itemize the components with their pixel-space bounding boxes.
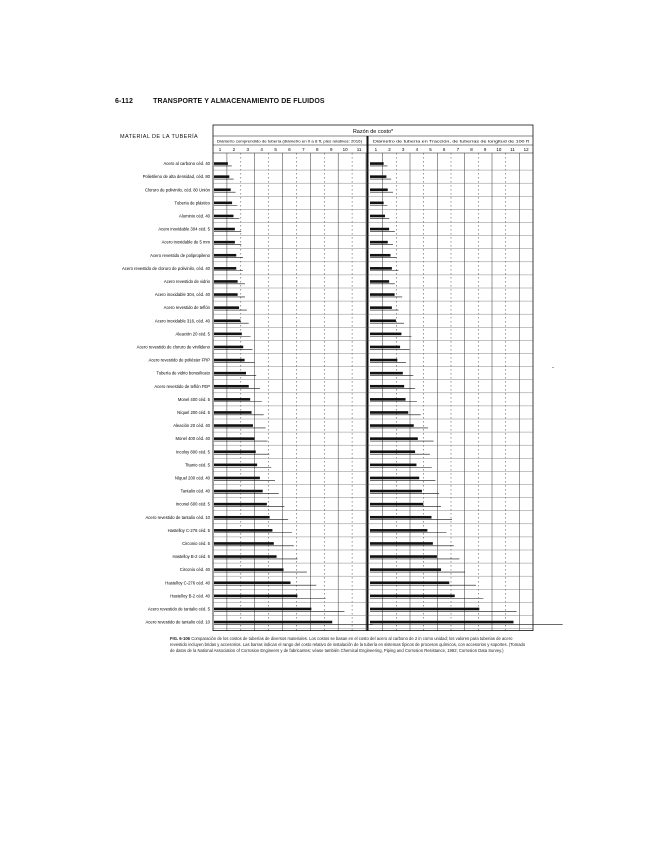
caption-label: FIG. 6-106 xyxy=(170,636,191,641)
right-bar xyxy=(370,162,384,165)
right-bar xyxy=(370,228,389,231)
material-label: Hastelloy B-2 céd. 5 xyxy=(172,554,210,560)
right-subheader: Diámetro de tubería en Tracción, de tuberías de longitud de 100 ft xyxy=(373,138,531,144)
right-tick-label: 12 xyxy=(523,147,529,152)
right-bar xyxy=(370,254,391,257)
left-tick-label: 1 xyxy=(218,147,222,152)
left-bar xyxy=(214,175,229,178)
material-label: Acero inoxidable 304, céd. 40 xyxy=(154,292,210,298)
left-bar xyxy=(214,333,242,336)
right-tick-label: 3 xyxy=(401,147,405,152)
right-bar xyxy=(370,595,455,598)
left-tick-label: 2 xyxy=(232,147,236,152)
left-bar xyxy=(214,477,260,480)
material-label: Acero inoxidable de 5 mm xyxy=(161,239,210,245)
left-bar xyxy=(214,411,252,414)
left-bar xyxy=(214,188,231,191)
chart-frame xyxy=(213,125,533,631)
left-subheader: Diámetro comprendido de tubería (diámetro en 0 a 8 ft, pies relativos: 2016) xyxy=(217,138,363,144)
right-bar xyxy=(370,490,422,493)
right-bar xyxy=(370,346,400,349)
right-bar xyxy=(370,333,401,336)
material-label: Acero revestido de tantalio céd. 10 xyxy=(145,514,210,520)
right-bar xyxy=(370,202,384,205)
right-bar xyxy=(370,529,427,532)
right-bar xyxy=(370,503,423,506)
material-label: Acero inoxidable 316, céd. 40 xyxy=(154,318,210,324)
right-bar xyxy=(370,555,437,558)
left-bar xyxy=(214,503,267,506)
left-bar xyxy=(214,228,235,231)
left-bar xyxy=(214,581,291,584)
right-bar xyxy=(370,477,419,480)
material-label: Inconel 600 céd. 5 xyxy=(175,501,210,507)
left-bar xyxy=(214,450,256,453)
left-bar xyxy=(214,215,233,218)
left-bar xyxy=(214,372,246,375)
left-bar xyxy=(214,608,311,611)
left-bar xyxy=(214,490,263,493)
right-bar xyxy=(370,542,433,545)
right-bar xyxy=(370,568,441,571)
material-label: Incoloy 800 céd. 5 xyxy=(176,449,210,455)
material-label: Hastelloy B-2 céd. 40 xyxy=(170,593,210,599)
right-bar xyxy=(370,450,415,453)
right-bar xyxy=(370,319,396,322)
left-bar xyxy=(214,555,277,558)
left-bar xyxy=(214,568,284,571)
right-tick-label: 5 xyxy=(429,147,432,152)
margin-mark: - xyxy=(552,365,554,371)
left-bar xyxy=(214,595,297,598)
left-tick-label: 11 xyxy=(356,147,362,152)
material-label: Níquel 200 céd. 5 xyxy=(177,409,210,415)
right-bar xyxy=(370,385,404,388)
left-bar xyxy=(214,202,232,205)
material-label: Tubería de plástico xyxy=(174,200,210,206)
material-column-header: MATERIAL DE LA TUBERÍA xyxy=(120,134,199,140)
right-tick-label: 2 xyxy=(388,147,391,152)
material-label: Aleación 20 céd. 5 xyxy=(175,331,210,337)
material-label: Tubería de vidrio borosilicato xyxy=(156,370,210,376)
page-number: 6-112 xyxy=(115,98,134,105)
left-bar xyxy=(214,306,239,309)
left-bar xyxy=(214,464,257,467)
left-tick-label: 7 xyxy=(302,147,305,152)
material-label: Circonio céd. 5 xyxy=(182,540,210,546)
material-label: Aleación 20 céd. 40 xyxy=(173,423,210,429)
figure-caption xyxy=(170,636,530,653)
material-label: Acero revestido de cloruro de vinilideno xyxy=(136,344,210,350)
material-label: Acero revestido de teflón xyxy=(163,305,210,311)
material-label: Acero revestido de tantalio céd. 5 xyxy=(147,606,210,612)
left-tick-label: 9 xyxy=(329,147,333,152)
right-bar xyxy=(370,280,389,283)
left-bar xyxy=(214,424,253,427)
material-label: Acero revestido de poliéster FRP xyxy=(148,357,210,363)
material-label: Níquel 200 céd. 40 xyxy=(174,475,210,481)
left-bar xyxy=(214,398,250,401)
material-label: Acero revestido de polipropileno xyxy=(150,252,210,258)
right-bar xyxy=(370,241,388,244)
material-label: Acero al carbono céd. 40 xyxy=(163,161,210,167)
left-bar xyxy=(214,529,272,532)
left-bar xyxy=(214,254,236,257)
right-bar xyxy=(370,411,408,414)
left-tick-label: 5 xyxy=(274,147,277,152)
material-label: Hastelloy C-276 céd. 40 xyxy=(165,580,210,586)
right-tick-label: 11 xyxy=(510,147,515,152)
right-bar xyxy=(370,437,418,440)
right-tick-label: 1 xyxy=(374,147,378,152)
left-bar xyxy=(214,346,243,349)
left-tick-label: 6 xyxy=(288,147,291,152)
left-bar xyxy=(214,293,238,296)
left-bar xyxy=(214,280,238,283)
right-tick-label: 7 xyxy=(456,147,460,152)
material-label: Acero revestido de tantalio céd. 10 xyxy=(145,619,210,625)
left-tick-label: 10 xyxy=(342,147,348,152)
right-bar xyxy=(370,215,385,218)
material-label: Titanio céd. 5 xyxy=(185,462,210,468)
left-bar xyxy=(214,359,245,362)
material-label: Acero revestido de vidrio xyxy=(163,278,210,284)
left-bar xyxy=(214,319,240,322)
right-tick-label: 10 xyxy=(496,147,502,152)
right-bar xyxy=(370,608,479,611)
left-bar xyxy=(214,162,228,165)
caption-text: Comparación de los costos de tuberías de diversos materiales. Los costos se basan en el costo del acero al carbono de 2 in como unidad; los valores para tuberías de acero revestido incluyen bridas y accesorios. Las barras indican el rango del costo relativo de instalación de la tubería en sistemas típicos de procesos químicos, con accesorios y soportes. (Tomado de datos de la National Association of Corrosion Engineers y de fabricantes; véase también Chemical Engineering, Piping and Corrosion Resistance, 1982; Corrosion Data Survey.) xyxy=(170,636,526,653)
material-label: Polietileno de alta densidad, céd. 80 xyxy=(142,174,210,180)
left-bar xyxy=(214,542,274,545)
right-bar xyxy=(370,424,414,427)
right-bar xyxy=(370,306,392,309)
left-bar xyxy=(214,516,270,519)
right-tick-label: 9 xyxy=(483,147,487,152)
material-label: Cloruro de polivinilo, céd. 80 Unión xyxy=(145,187,210,193)
material-label: Acero revestido de cloruro de polivinilo, céd. 40 xyxy=(122,265,210,271)
left-bar xyxy=(214,621,332,624)
right-bar xyxy=(370,372,403,375)
right-bar xyxy=(370,359,397,362)
right-bar xyxy=(370,398,406,401)
right-bar xyxy=(370,175,386,178)
material-label: Monel 400 céd. 5 xyxy=(177,396,210,402)
left-bar xyxy=(214,267,236,270)
left-tick-label: 4 xyxy=(260,147,263,152)
right-bar xyxy=(370,621,514,624)
material-label: Acero revestido de teflón FEP xyxy=(154,383,210,389)
left-tick-label: 8 xyxy=(316,147,319,152)
right-bar xyxy=(370,293,395,296)
rate-header: Razón de costo* xyxy=(352,129,394,135)
right-tick-label: 4 xyxy=(415,147,419,152)
left-bar xyxy=(214,241,235,244)
material-label: Hastelloy C-276 céd. 5 xyxy=(167,527,210,533)
right-tick-label: 8 xyxy=(470,147,473,152)
right-bar xyxy=(370,267,392,270)
material-label: Acero inoxidable 304 céd. 5 xyxy=(158,226,210,232)
right-bar xyxy=(370,581,449,584)
material-label: Monel 400 céd. 40 xyxy=(175,436,210,442)
running-title: TRANSPORTE Y ALMACENAMIENTO DE FLUIDOS xyxy=(153,98,325,105)
right-bar xyxy=(370,464,416,467)
left-tick-label: 3 xyxy=(246,147,250,152)
material-label: Aluminio céd. 40 xyxy=(179,213,210,219)
right-tick-label: 6 xyxy=(442,147,446,152)
material-label: Tantalio céd. 40 xyxy=(180,488,210,494)
material-label: Circonio céd. 40 xyxy=(179,567,210,573)
left-bar xyxy=(214,437,254,440)
right-bar xyxy=(370,516,432,519)
left-bar xyxy=(214,385,249,388)
right-bar xyxy=(370,188,388,191)
